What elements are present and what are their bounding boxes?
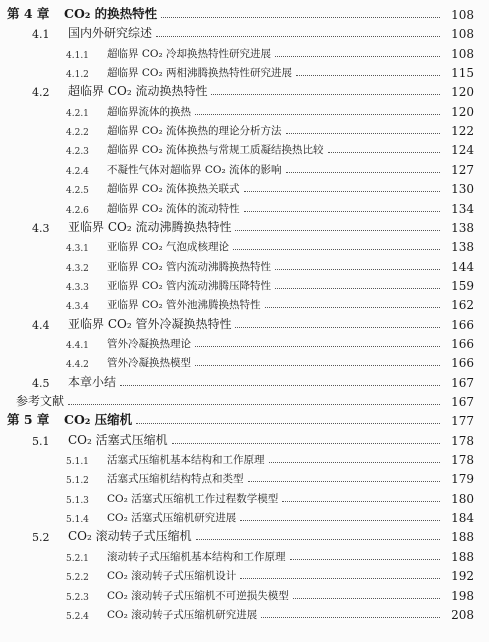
toc-page-number: 120 bbox=[451, 85, 474, 100]
toc-title: 超临界 CO₂ 流体换热与常规工质凝结换热比较 bbox=[107, 144, 324, 157]
dot-leader bbox=[161, 17, 440, 18]
toc-entry bbox=[0, 62, 489, 80]
toc-title: 活塞式压缩机结构特点和类型 bbox=[107, 473, 244, 486]
toc-number: 第 5 章 bbox=[7, 412, 50, 428]
dot-leader bbox=[275, 269, 440, 270]
dot-leader bbox=[68, 404, 440, 405]
toc-page-number: 115 bbox=[451, 66, 474, 81]
toc-title: 超临界 CO₂ 冷却换热特性研究进展 bbox=[107, 47, 272, 60]
toc-title: 亚临界 CO₂ 管外池沸腾换热特性 bbox=[107, 299, 261, 312]
dot-leader bbox=[211, 94, 440, 95]
toc-number: 5.2.2 bbox=[66, 573, 89, 584]
toc-page-number: 138 bbox=[451, 220, 474, 235]
dot-leader bbox=[196, 539, 440, 540]
toc-page-number: 178 bbox=[451, 453, 474, 468]
toc-page-number: 144 bbox=[451, 259, 474, 274]
toc-number: 4.4 bbox=[32, 318, 50, 332]
toc-title: 超临界 CO₂ 流动换热特性 bbox=[68, 84, 208, 99]
toc-number: 4.3 bbox=[32, 221, 50, 235]
toc-page-number: 167 bbox=[451, 395, 474, 409]
toc-page-number: 166 bbox=[451, 336, 474, 351]
toc-number: 4.3.4 bbox=[66, 302, 89, 313]
toc-number: 4.5 bbox=[32, 376, 50, 390]
toc-number: 5.2.1 bbox=[66, 553, 89, 564]
toc-entry bbox=[0, 314, 489, 332]
dot-leader bbox=[269, 462, 441, 463]
toc-references bbox=[0, 391, 489, 409]
toc-page-number: 192 bbox=[451, 569, 474, 584]
toc-entry bbox=[0, 275, 489, 293]
dot-leader bbox=[156, 36, 440, 37]
toc-title: CO₂ 活塞式压缩机工作过程数学模型 bbox=[107, 492, 279, 505]
toc-title: 滚动转子式压缩机基本结构和工作原理 bbox=[107, 550, 286, 563]
dot-leader bbox=[233, 249, 440, 250]
toc-entry bbox=[0, 604, 489, 622]
toc-page-number: 120 bbox=[451, 104, 474, 119]
toc-page-number: 108 bbox=[451, 27, 474, 42]
toc-entry bbox=[0, 256, 489, 274]
toc-entry bbox=[0, 217, 489, 235]
toc-title: CO₂ 滚动转子式压缩机不可逆损失模型 bbox=[107, 589, 289, 602]
toc-number: 4.3.3 bbox=[66, 282, 89, 293]
toc-page-number: 124 bbox=[451, 143, 474, 158]
toc-title: CO₂ 滚动转子式压缩机研究进展 bbox=[107, 608, 258, 621]
toc-entry bbox=[0, 488, 489, 506]
toc-entry bbox=[0, 546, 489, 564]
toc-title: 超临界流体的换热 bbox=[107, 105, 191, 118]
dot-leader bbox=[282, 501, 440, 502]
dot-leader bbox=[172, 443, 440, 444]
toc-title: 不凝性气体对超临界 CO₂ 流体的影响 bbox=[107, 163, 282, 176]
toc-title: 亚临界 CO₂ 管内流动沸腾压降特性 bbox=[107, 279, 272, 292]
toc-entry bbox=[0, 526, 489, 544]
toc-number: 4.3.2 bbox=[66, 263, 89, 274]
toc-page-number: 167 bbox=[451, 375, 474, 390]
toc-title: 亚临界 CO₂ 流动沸腾换热特性 bbox=[68, 219, 232, 234]
toc-entry bbox=[0, 159, 489, 177]
toc-number: 4.2 bbox=[32, 86, 50, 100]
toc-page-number: 166 bbox=[451, 356, 474, 371]
toc-title: CO₂ 的换热特性 bbox=[64, 6, 158, 21]
toc-title: 超临界 CO₂ 流体换热的理论分析方法 bbox=[107, 125, 282, 138]
toc-number: 5.1.1 bbox=[66, 457, 89, 468]
toc-entry bbox=[0, 468, 489, 486]
toc-entry bbox=[0, 352, 489, 370]
toc-number: 4.2.3 bbox=[66, 147, 89, 158]
dot-leader bbox=[328, 152, 440, 153]
toc-entry bbox=[0, 178, 489, 196]
toc-title: 超临界 CO₂ 两相沸腾换热特性研究进展 bbox=[107, 67, 293, 80]
toc-entry bbox=[0, 139, 489, 157]
dot-leader bbox=[286, 133, 440, 134]
toc-number: 4.2.1 bbox=[66, 108, 89, 119]
toc-chapter bbox=[0, 4, 489, 22]
dot-leader bbox=[265, 307, 440, 308]
toc-title: 国内外研究综述 bbox=[68, 26, 153, 41]
toc-number: 4.2.2 bbox=[66, 128, 89, 139]
dot-leader bbox=[296, 75, 440, 76]
toc-title: 亚临界 CO₂ 气泡成核理论 bbox=[107, 241, 230, 254]
toc-page-number: 108 bbox=[451, 8, 474, 22]
dot-leader bbox=[244, 211, 440, 212]
toc-number: 4.1.1 bbox=[66, 50, 89, 61]
toc-page-number: 177 bbox=[451, 414, 474, 429]
toc-entry bbox=[0, 198, 489, 216]
toc-page-number: 180 bbox=[451, 491, 474, 506]
toc-entry bbox=[0, 236, 489, 254]
toc-page-number: 208 bbox=[451, 607, 474, 622]
toc-entry bbox=[0, 585, 489, 603]
dot-leader bbox=[244, 191, 440, 192]
dot-leader bbox=[275, 56, 440, 57]
toc-number: 4.2.5 bbox=[66, 186, 89, 197]
toc-number: 5.2 bbox=[32, 531, 50, 545]
toc-number: 5.2.3 bbox=[66, 592, 89, 603]
toc-number: 4.4.1 bbox=[66, 340, 89, 351]
toc-number: 4.2.4 bbox=[66, 166, 89, 177]
dot-leader bbox=[235, 327, 440, 328]
toc-page-number: 188 bbox=[451, 549, 474, 564]
toc-page-number: 198 bbox=[451, 588, 474, 603]
dot-leader bbox=[240, 578, 440, 579]
toc-title: 亚临界 CO₂ 管外冷凝换热特性 bbox=[68, 316, 232, 331]
dot-leader bbox=[261, 617, 440, 618]
toc-entry bbox=[0, 430, 489, 448]
toc-title: 超临界 CO₂ 流体的流动特性 bbox=[107, 202, 240, 215]
toc-entry bbox=[0, 81, 489, 99]
toc-page-number: 188 bbox=[451, 530, 474, 545]
toc-entry bbox=[0, 101, 489, 119]
toc-page-number: 184 bbox=[451, 511, 474, 526]
toc-number: 5.2.4 bbox=[66, 611, 89, 622]
dot-leader bbox=[248, 481, 441, 482]
toc-page-number: 166 bbox=[451, 317, 474, 332]
toc-title: CO₂ 活塞式压缩机研究进展 bbox=[107, 512, 237, 525]
toc-title: 管外冷凝换热模型 bbox=[107, 357, 191, 370]
dot-leader bbox=[195, 346, 440, 347]
dot-leader bbox=[136, 423, 440, 424]
toc-page-number: 162 bbox=[451, 298, 474, 313]
toc-title: 管外冷凝换热理论 bbox=[107, 337, 191, 350]
toc-title: 参考文献 bbox=[16, 394, 65, 408]
toc-page-number: 122 bbox=[451, 124, 474, 139]
toc-page-number: 179 bbox=[451, 472, 474, 487]
dot-leader bbox=[240, 520, 440, 521]
toc-number: 4.2.6 bbox=[66, 205, 89, 216]
toc-number: 5.1.3 bbox=[66, 495, 89, 506]
toc-entry bbox=[0, 507, 489, 525]
toc-entry bbox=[0, 333, 489, 351]
toc-title: CO₂ 滚动转子式压缩机 bbox=[68, 529, 192, 544]
toc-number: 4.1 bbox=[32, 28, 50, 42]
toc-number: 5.1 bbox=[32, 434, 50, 448]
dot-leader bbox=[275, 288, 440, 289]
toc-entry bbox=[0, 449, 489, 467]
toc-number: 5.1.4 bbox=[66, 515, 89, 526]
toc-page-number: 134 bbox=[451, 201, 474, 216]
toc-page-number: 138 bbox=[451, 240, 474, 255]
toc-title: CO₂ 活塞式压缩机 bbox=[68, 432, 168, 447]
toc-number: 5.1.2 bbox=[66, 476, 89, 487]
toc-page-number: 108 bbox=[451, 46, 474, 61]
toc-entry bbox=[0, 23, 489, 41]
toc-entry bbox=[0, 43, 489, 61]
toc-entry bbox=[0, 120, 489, 138]
toc-title: 本章小结 bbox=[68, 374, 117, 389]
dot-leader bbox=[195, 114, 440, 115]
toc-title: CO₂ 滚动转子式压缩机设计 bbox=[107, 570, 237, 583]
toc-page-number: 130 bbox=[451, 182, 474, 197]
dot-leader bbox=[195, 365, 440, 366]
toc-title: 亚临界 CO₂ 管内流动沸腾换热特性 bbox=[107, 260, 272, 273]
toc-number: 第 4 章 bbox=[7, 6, 50, 21]
toc-number: 4.4.2 bbox=[66, 360, 89, 371]
dot-leader bbox=[120, 385, 440, 386]
toc-entry bbox=[0, 294, 489, 312]
toc-number: 4.1.2 bbox=[66, 70, 89, 81]
toc-page-number: 159 bbox=[451, 278, 474, 293]
toc-title: 超临界 CO₂ 流体换热关联式 bbox=[107, 183, 240, 196]
dot-leader bbox=[290, 559, 441, 560]
toc-title: CO₂ 压缩机 bbox=[64, 412, 133, 428]
toc-title: 活塞式压缩机基本结构和工作原理 bbox=[107, 454, 265, 467]
toc-chapter bbox=[0, 410, 489, 428]
toc-page-number: 127 bbox=[451, 162, 474, 177]
dot-leader bbox=[286, 172, 440, 173]
dot-leader bbox=[293, 598, 440, 599]
toc-number: 4.3.1 bbox=[66, 244, 89, 255]
dot-leader bbox=[235, 230, 440, 231]
toc-page-number: 178 bbox=[451, 433, 474, 448]
toc-entry bbox=[0, 565, 489, 583]
toc-entry bbox=[0, 372, 489, 390]
